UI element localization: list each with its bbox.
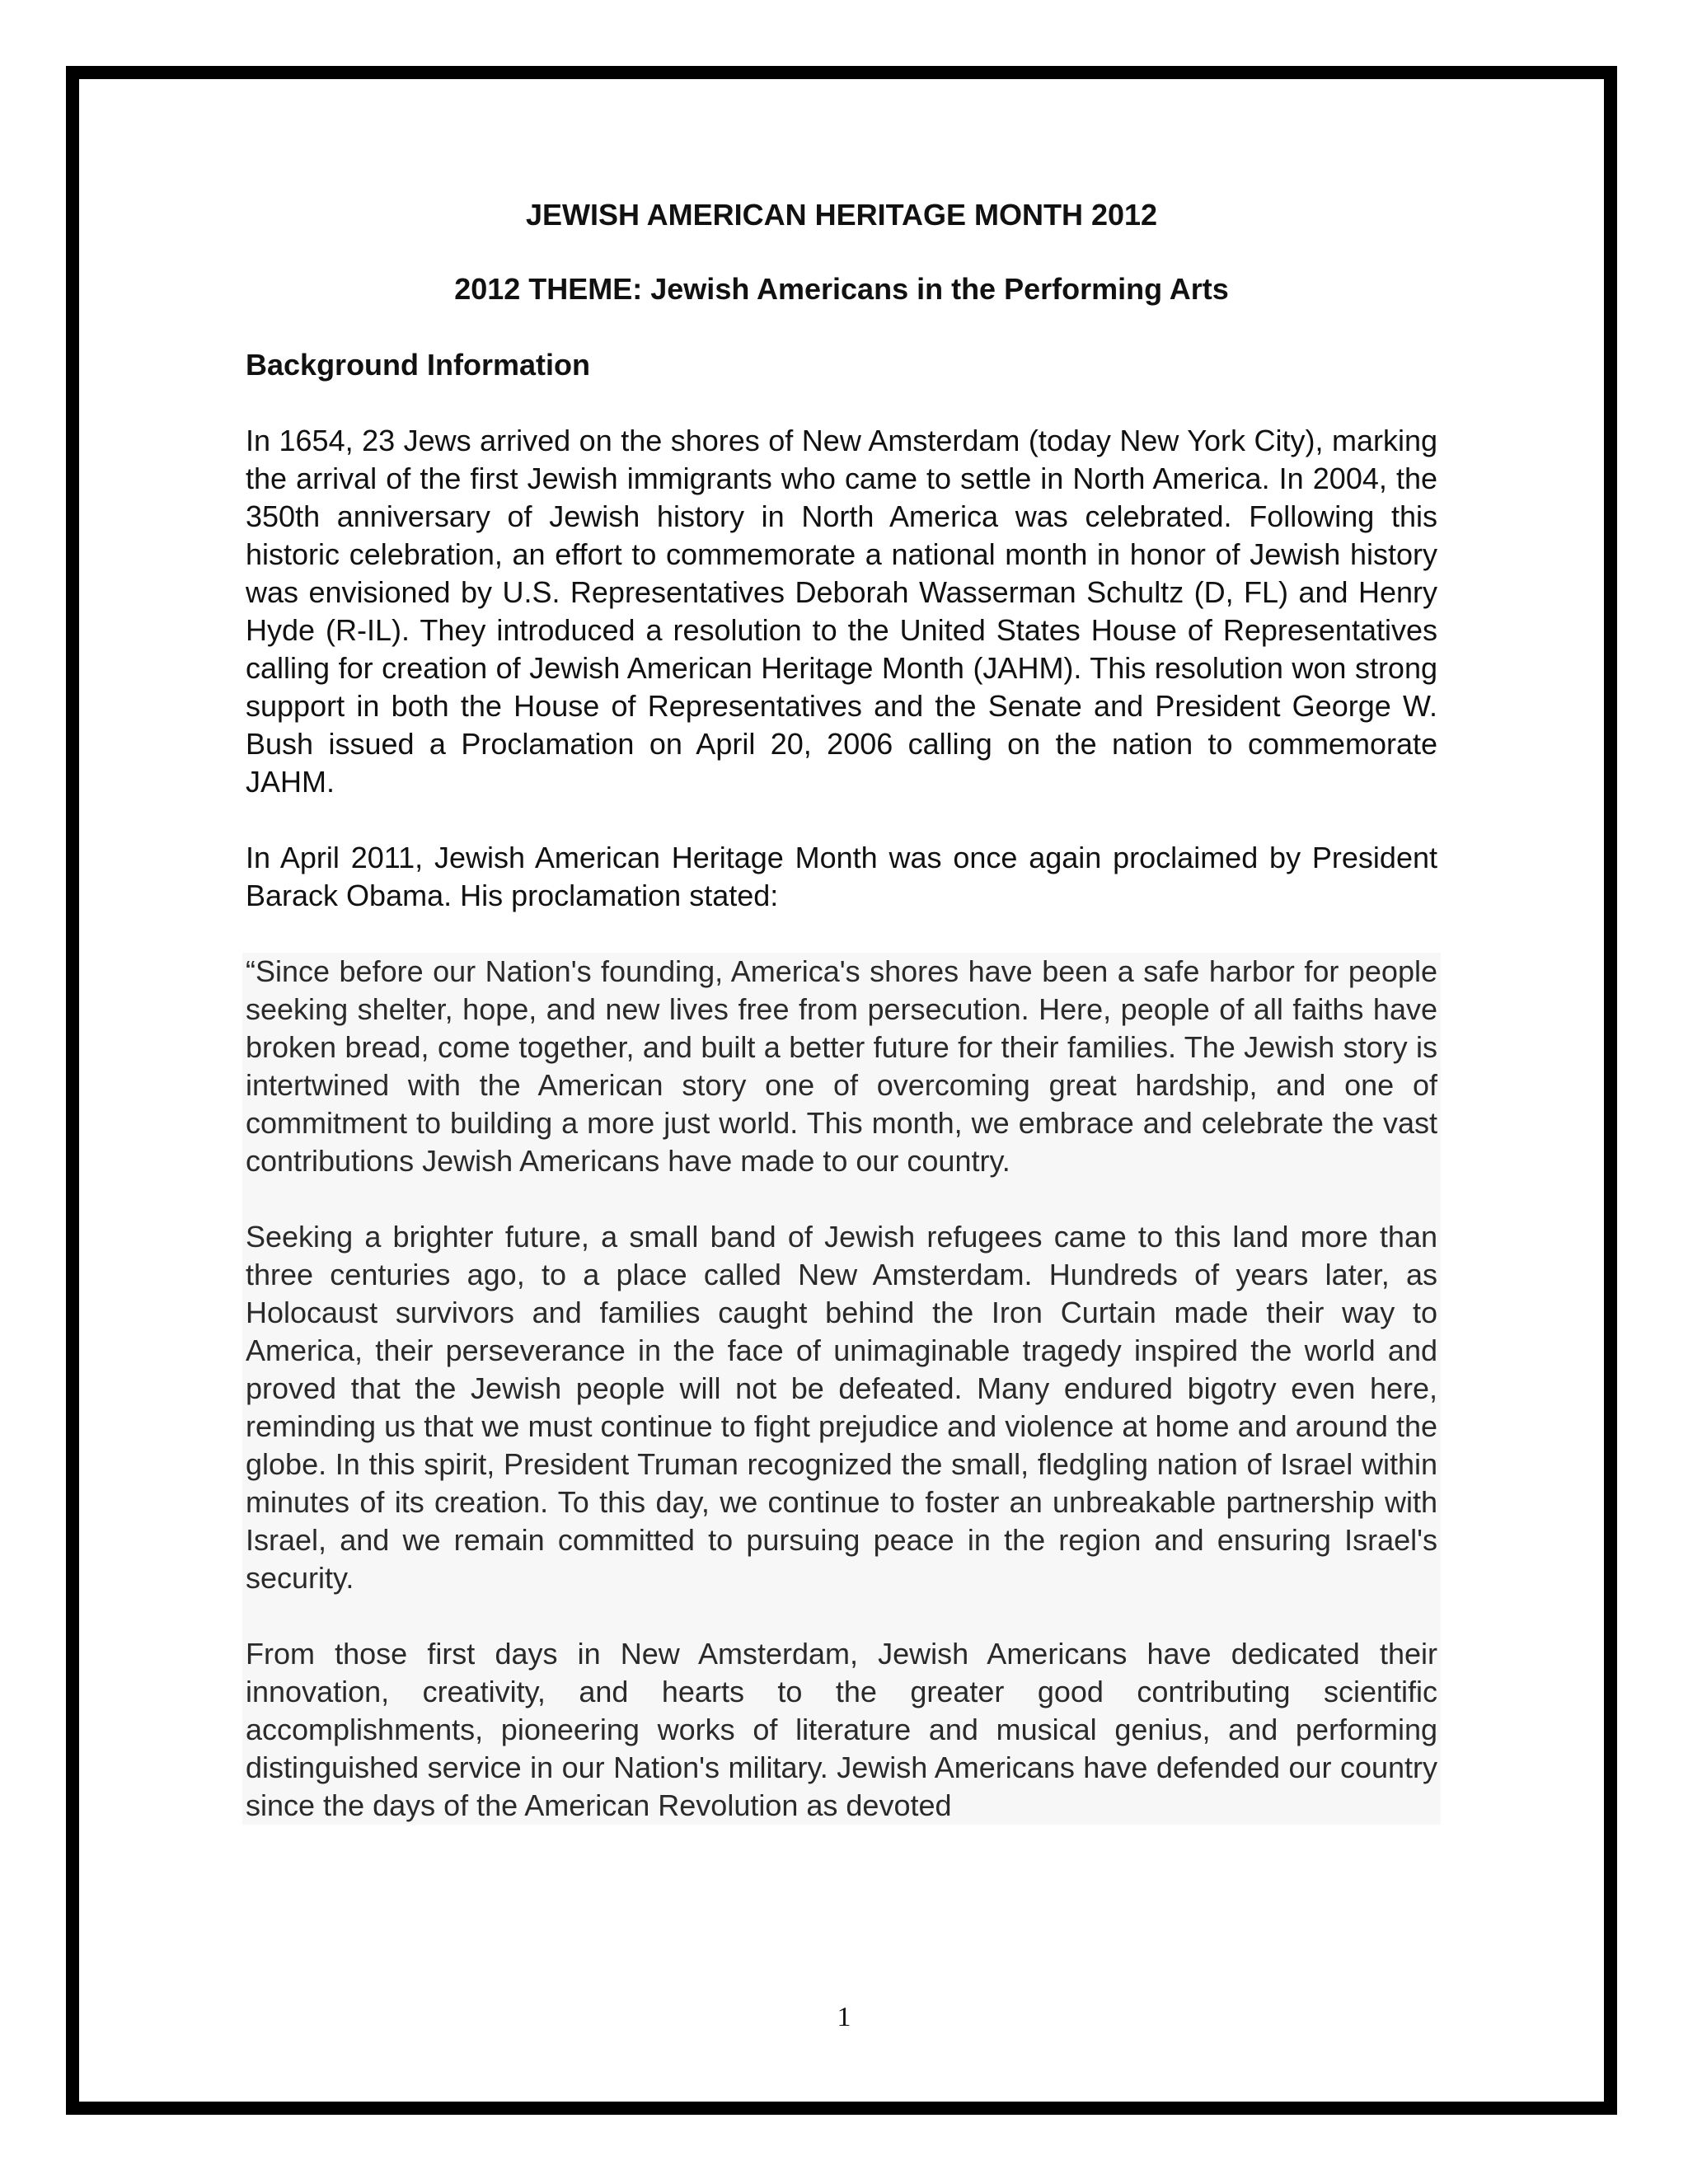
quote-paragraph: Seeking a brighter future, a small band of Jewish refugees came to this land more than three centuries ago, to a place called New Amsterdam. Hundreds of years later, as Holocaust survivors and families caught behind the Iron Curtain made their way to America, their perseverance in the face of unimaginable tragedy inspired the world and proved that the Jewish people will not be defeated. Many endured bigotry even here, reminding us that we must continue to fight prejudice and violence at home and around the globe. In this spirit, President Truman recognized the small, fledgling nation of Israel within minutes of its creation. To this day, we continue to foster an unbreakable partnership with Israel, and we remain committed to pursuing peace in the region and ensuring Israel's security. (246, 1220, 1437, 1595)
quote-paragraph: “Since before our Nation's founding, America's shores have been a safe harbor for people seeking shelter, hope, and new lives free from persecution. Here, people of all faiths have broken bread, come together, and built a better future for their families. The Jewish story is intertwined with the American story one of overcoming great hardship, and one of commitment to building a more just world. This month, we embrace and celebrate the vast contributions Jewish Americans have made to our country. (246, 954, 1437, 1178)
theme-heading: 2012 THEME: Jewish Americans in the Performing Arts (454, 272, 1229, 306)
document-title: JEWISH AMERICAN HERITAGE MONTH 2012 (525, 198, 1158, 232)
section-heading-background: Background Information (246, 348, 591, 382)
document-body (246, 196, 1437, 1825)
paragraph-proclamation-intro: In April 2011, Jewish American Heritage Month was once again proclaimed by President Barack Obama. His proclamation stated: (246, 841, 1437, 912)
proclamation-quote (242, 953, 1441, 1825)
paragraph-history: In 1654, 23 Jews arrived on the shores of New Amsterdam (today New York City), marking the arrival of the first Jewish immigrants who came to settle in North America. In 2004, the 350th anniversary of Jewish history in North America was celebrated. Following this historic celebration, an effort to commemorate a national month in honor of Jewish history was envisioned by U.S. Representatives Deborah Wasserman Schultz (D, FL) and Henry Hyde (R-IL). They introduced a resolution to the United States House of Representatives calling for creation of Jewish American Heritage Month (JAHM). This resolution won strong support in both the House of Representatives and the Senate and President George W. Bush issued a Proclamation on April 20, 2006 calling on the nation to commemorate JAHM. (246, 424, 1437, 799)
quote-paragraph: From those first days in New Amsterdam, Jewish Americans have dedicated their innovation, creativity, and hearts to the greater good contributing scientific accomplishments, pioneering works of literature and musical genius, and performing distinguished service in our Nation's military. Jewish Americans have defended our country since the days of the American Revolution as devoted (246, 1637, 1437, 1822)
page-number: 1 (837, 2002, 851, 2032)
